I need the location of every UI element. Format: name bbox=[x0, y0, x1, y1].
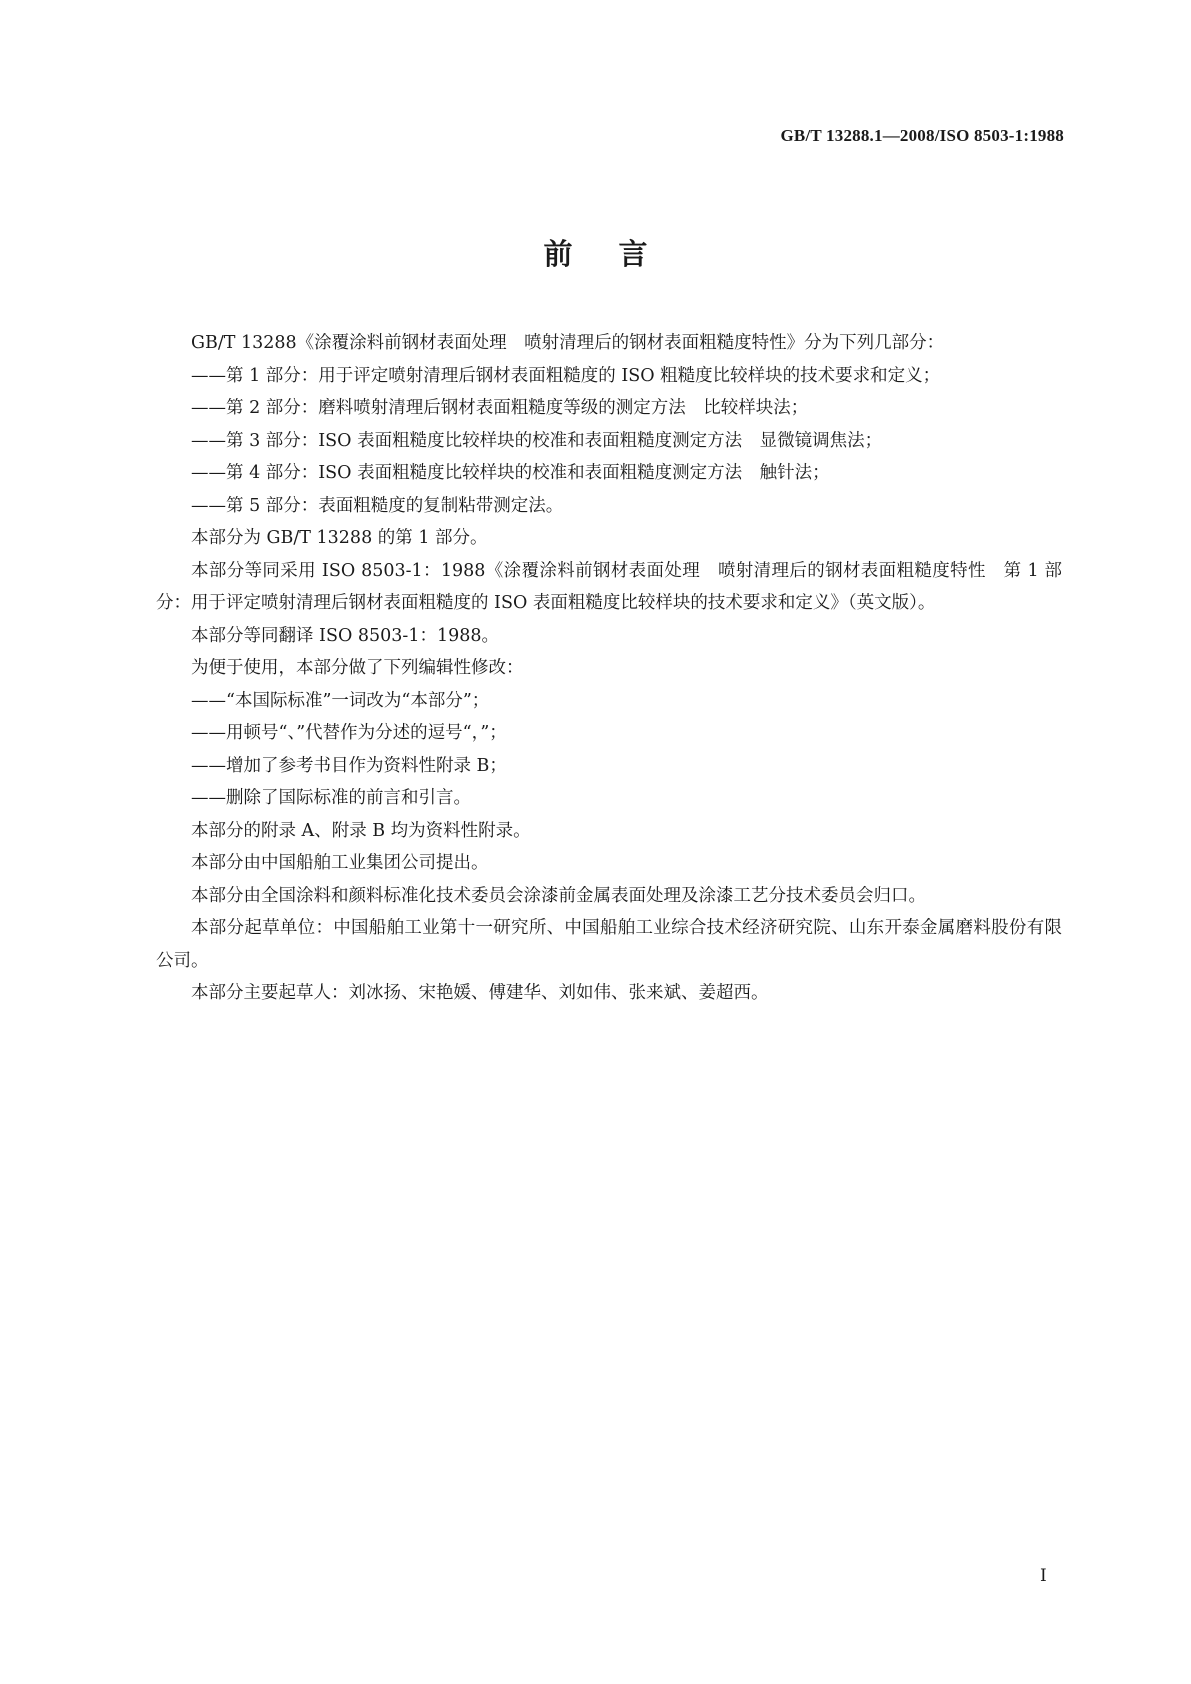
paragraph: 本部分为 GB/T 13288 的第 1 部分。 bbox=[191, 528, 488, 548]
list-item: ——删除了国际标准的前言和引言。 bbox=[191, 788, 471, 808]
list-item: ——第 3 部分：ISO 表面粗糙度比较样块的校准和表面粗糙度测定方法 显微镜调焦法； bbox=[191, 430, 883, 451]
paragraph: 本部分起草单位：中国船舶工业第十一研究所、中国船舶工业综合技术经济研究院、山东开泰金属磨料股份有限公司。 bbox=[156, 918, 1062, 971]
page-title: 前言 bbox=[543, 237, 694, 271]
page-number: I bbox=[1040, 1566, 1047, 1586]
list-item: ——第 4 部分：ISO 表面粗糙度比较样块的校准和表面粗糙度测定方法 触针法； bbox=[191, 463, 830, 483]
paragraph: 本部分主要起草人：刘冰扬、宋艳媛、傅建华、刘如伟、张来斌、姜超西。 bbox=[191, 983, 769, 1003]
paragraph: 本部分由全国涂料和颜料标准化技术委员会涂漆前金属表面处理及涂漆工艺分技术委员会归口。 bbox=[191, 885, 926, 906]
paragraph: GB/T 13288《涂覆涂料前钢材表面处理 喷射清理后的钢材表面粗糙度特性》分为下列几部分： bbox=[191, 333, 945, 353]
list-item: ——用顿号“、”代替作为分述的逗号“，”； bbox=[191, 723, 507, 743]
paragraph: 本部分等同采用 ISO 8503-1：1988《涂覆涂料前钢材表面处理 喷射清理后的钢材表面粗糙度特性 第 1 部分：用于评定喷射清理后钢材表面粗糙度的 ISO 表面粗糙度比较样块的技术要求和定义》（英文版）。 bbox=[156, 560, 1062, 613]
list-item: ——增加了参考书目作为资料性附录 B； bbox=[191, 755, 507, 776]
list-item: ——第 5 部分：表面粗糙度的复制粘带测定法。 bbox=[191, 495, 564, 516]
paragraph: 为便于使用，本部分做了下列编辑性修改： bbox=[191, 658, 524, 678]
foreword-body bbox=[156, 327, 1062, 1010]
list-item: ——第 2 部分：磨料喷射清理后钢材表面粗糙度等级的测定方法 比较样块法； bbox=[191, 398, 809, 418]
paragraph: 本部分由中国船舶工业集团公司提出。 bbox=[191, 853, 489, 873]
list-item: ——第 1 部分：用于评定喷射清理后钢材表面粗糙度的 ISO 粗糙度比较样块的技术要求和定义； bbox=[191, 365, 941, 386]
standard-code-header: GB/T 13288.1—2008/ISO 8503-1:1988 bbox=[780, 126, 1064, 145]
paragraph: 本部分等同翻译 ISO 8503-1：1988。 bbox=[191, 625, 499, 646]
paragraph: 本部分的附录 A、附录 B 均为资料性附录。 bbox=[191, 820, 531, 841]
list-item: ——“本国际标准”一词改为“本部分”； bbox=[191, 690, 490, 711]
